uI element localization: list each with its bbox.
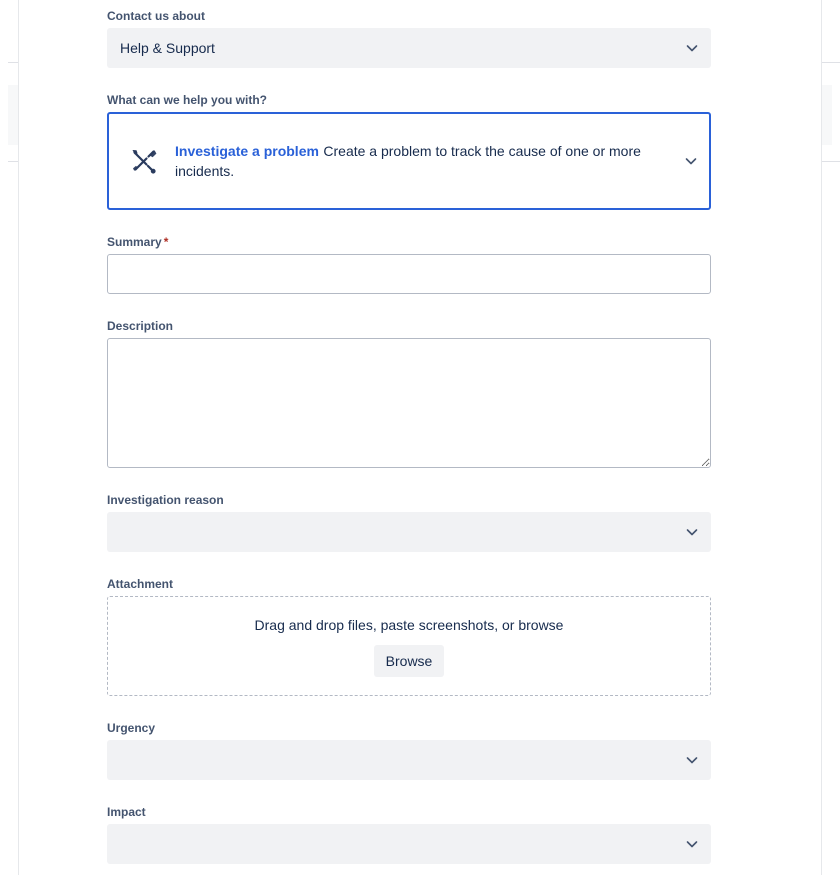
attachment-dropzone[interactable] [107, 596, 711, 696]
field-investigation-reason [107, 492, 711, 552]
impact-label: Impact [107, 805, 146, 819]
tools-wrench-screwdriver-icon [127, 144, 161, 178]
chevron-down-icon [684, 836, 700, 852]
field-attachment [107, 576, 711, 696]
summary-label-text: Summary [107, 235, 162, 249]
chevron-down-icon [683, 153, 699, 169]
investigation-reason-label: Investigation reason [107, 493, 224, 507]
contact-about-label: Contact us about [107, 9, 205, 23]
description-textarea[interactable] [107, 338, 711, 468]
summary-label [107, 234, 711, 250]
contact-about-select[interactable] [107, 28, 711, 68]
description-label: Description [107, 319, 174, 333]
help-with-label: What can we help you with? [107, 93, 268, 107]
summary-input[interactable] [107, 254, 711, 294]
request-form-panel [18, 0, 822, 875]
required-marker: * [163, 235, 169, 249]
chevron-down-icon [684, 752, 700, 768]
urgency-select[interactable] [107, 740, 711, 780]
chevron-down-icon [684, 40, 700, 56]
field-description [107, 318, 711, 468]
dropzone-instruction: Drag and drop files, paste screenshots, or browse [254, 617, 564, 633]
field-urgency [107, 720, 711, 780]
field-help-with [107, 92, 711, 210]
investigation-reason-select[interactable] [107, 512, 711, 552]
browse-button[interactable]: Browse [374, 645, 445, 677]
request-type-description: Create a problem to track the cause of one or more incidents. [175, 143, 641, 179]
chevron-down-icon [684, 524, 700, 540]
create-request-form [107, 0, 711, 864]
field-summary [107, 234, 711, 294]
urgency-label: Urgency [107, 721, 156, 735]
request-type-title: Investigate a problem [175, 143, 319, 159]
attachment-label: Attachment [107, 577, 174, 591]
impact-select[interactable] [107, 824, 711, 864]
request-type-select[interactable] [107, 112, 711, 210]
field-impact [107, 804, 711, 864]
field-contact-about [107, 0, 711, 68]
request-type-text [175, 141, 669, 181]
contact-about-value: Help & Support [120, 40, 215, 56]
